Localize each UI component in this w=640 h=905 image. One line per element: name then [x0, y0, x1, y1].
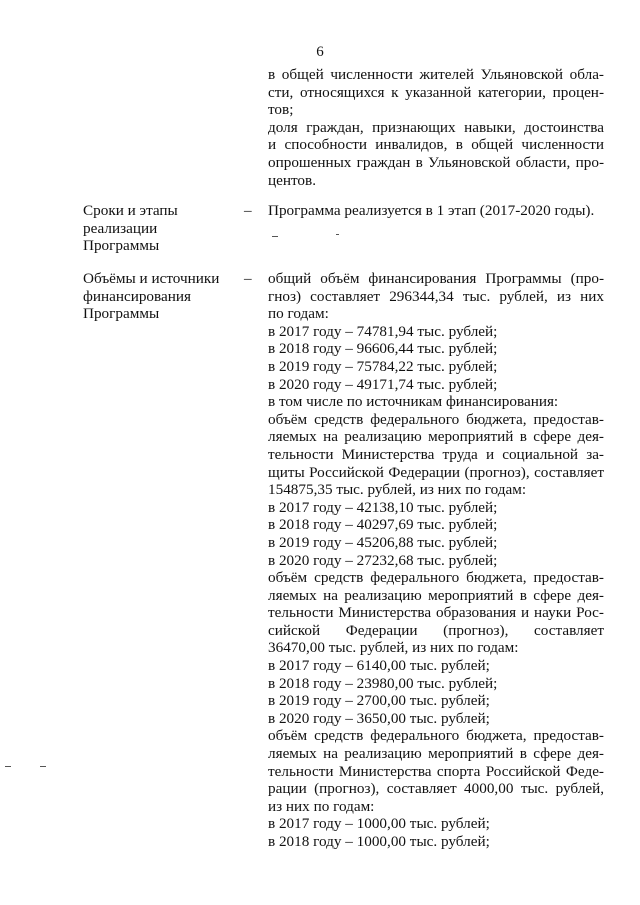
label-terms-and-stages — [83, 202, 233, 255]
text-line: рации (прогноз), составляет 4000,00 тыс. рублей, — [268, 780, 604, 798]
text-line: в 2018 году – 1000,00 тыс. рублей; — [268, 833, 490, 850]
text-line: доля граждан, признающих навыки, достоинства — [268, 118, 604, 136]
text-line: щиты Российской Федерации (прогноз), составляет — [268, 463, 604, 481]
text-line: объём средств федерального бюджета, предостав- — [268, 727, 604, 745]
text-line: ляемых на реализацию мероприятий в сфере дея- — [268, 586, 604, 604]
continued-indicators-text — [268, 66, 604, 189]
text-line: опрошенных граждан в Ульяновской области, про- — [268, 153, 604, 171]
text-line: в 2018 году – 40297,69 тыс. рублей; — [268, 516, 498, 534]
text-line: сти, относящихся к указанной категории, процен- — [268, 83, 604, 101]
text-line: объём средств федерального бюджета, предостав- — [268, 569, 604, 587]
text-line: по годам: — [268, 305, 329, 323]
text-line: в общей численности жителей Ульяновской обла- — [268, 66, 604, 83]
row-dash-terms: – — [244, 202, 252, 219]
label-funding-volumes — [83, 270, 233, 323]
text-line: тельности Министерства образования и науки Рос- — [268, 604, 604, 622]
label-line: финансирования — [83, 287, 191, 305]
scan-speck — [40, 766, 46, 767]
text-line: из них по годам: — [268, 797, 375, 815]
text-line: 154875,35 тыс. рублей, из них по годам: — [268, 481, 527, 499]
label-line: Объёмы и источники — [83, 270, 220, 287]
text-line: Программа реализуется в 1 этап (2017-2020 годы). — [268, 202, 595, 219]
content-funding-volumes — [268, 270, 604, 851]
text-line: и способности инвалидов, в общей численности — [268, 136, 604, 154]
text-line: тов; — [268, 101, 294, 119]
text-line: гноз) составляет 296344,34 тыс. рублей, из них — [268, 287, 604, 305]
text-line: в 2019 году – 75784,22 тыс. рублей; — [268, 357, 498, 375]
label-line: реализации — [83, 219, 158, 237]
scan-speck — [5, 766, 11, 767]
text-line: сийской Федерации (прогноз), составляет — [268, 621, 604, 639]
text-line: тельности Министерства спорта Российской Феде- — [268, 762, 604, 780]
text-line: в 2020 году – 49171,74 тыс. рублей; — [268, 375, 498, 393]
text-line: в 2018 году – 96606,44 тыс. рублей; — [268, 340, 498, 358]
text-line: в 2020 году – 27232,68 тыс. рублей; — [268, 551, 498, 569]
text-line: в 2017 году – 6140,00 тыс. рублей; — [268, 657, 490, 675]
text-line: в 2020 году – 3650,00 тыс. рублей; — [268, 709, 490, 727]
label-line: Программы — [83, 237, 160, 255]
scan-speck — [272, 236, 278, 237]
text-line: в том числе по источникам финансирования: — [268, 393, 559, 411]
text-line: общий объём финансирования Программы (про- — [268, 270, 604, 287]
label-line: Сроки и этапы — [83, 202, 178, 219]
scan-speck — [336, 234, 339, 235]
text-line: в 2017 году – 42138,10 тыс. рублей; — [268, 498, 498, 516]
text-line: 36470,00 тыс. рублей, из них по годам: — [268, 639, 519, 657]
text-line: ляемых на реализацию мероприятий в сфере дея- — [268, 428, 604, 446]
content-terms-and-stages — [268, 202, 604, 220]
text-line: объём средств федерального бюджета, предостав- — [268, 410, 604, 428]
text-line: ляемых на реализацию мероприятий в сфере дея- — [268, 745, 604, 763]
text-line: тельности Министерства труда и социальной за- — [268, 445, 604, 463]
text-line: в 2019 году – 2700,00 тыс. рублей; — [268, 692, 490, 710]
text-line: центов. — [268, 171, 316, 189]
text-line: в 2017 году – 74781,94 тыс. рублей; — [268, 322, 498, 340]
text-line: в 2018 году – 23980,00 тыс. рублей; — [268, 674, 498, 692]
page-number: 6 — [316, 44, 324, 60]
text-line: в 2019 году – 45206,88 тыс. рублей; — [268, 533, 498, 551]
text-line: в 2017 году – 1000,00 тыс. рублей; — [268, 815, 490, 833]
label-line: Программы — [83, 305, 160, 323]
row-dash-funding: – — [244, 270, 252, 287]
